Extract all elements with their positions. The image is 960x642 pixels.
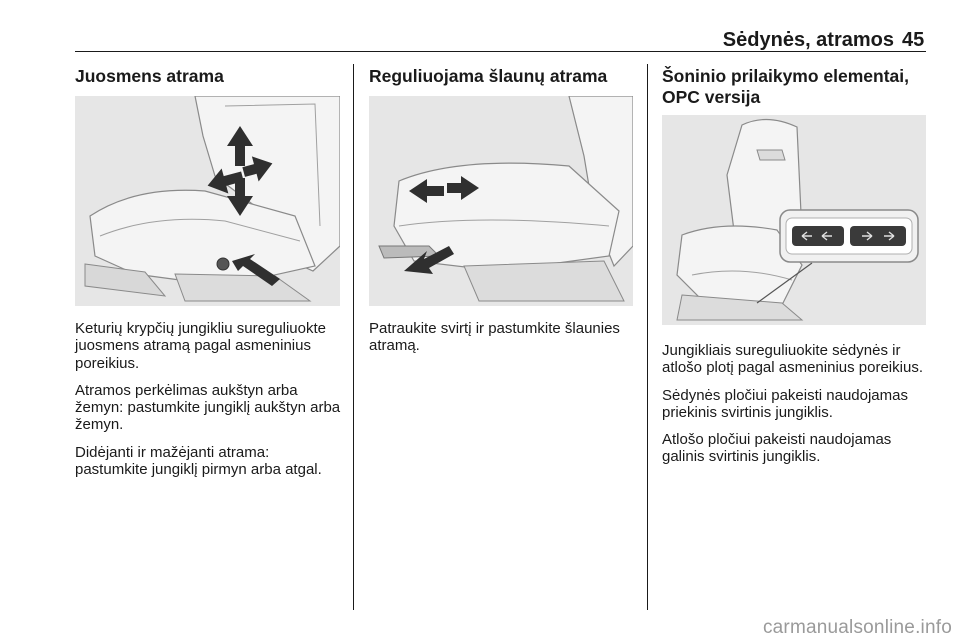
paragraph: Keturių krypčių jungikliu sureguliuokte juosmens atramą pagal asmeninius poreikius. [75, 320, 326, 372]
running-header-title: Sėdynės, atramos [722, 29, 894, 51]
paragraph: Patraukite svirtį ir pastumkite šlaunies atramą. [369, 320, 620, 355]
column-divider-2 [647, 64, 648, 610]
thigh-support-illustration [369, 96, 633, 306]
side-bolster-illustration [662, 115, 926, 325]
column1-text [75, 320, 345, 488]
header-rule [75, 51, 926, 52]
section-heading-thigh-support: Reguliuojama šlaunų atrama [369, 66, 608, 86]
column3-text [662, 342, 930, 476]
column2-text [369, 320, 635, 365]
column-divider-1 [353, 64, 354, 610]
section-heading-lumbar-support: Juosmens atrama [75, 66, 224, 86]
column-side-bolster [662, 66, 928, 108]
paragraph: Sėdynės pločiui pakeisti naudojamas priekinis svirtinis jungiklis. [662, 386, 908, 421]
paragraph: Atramos perkėlimas aukštyn arba žemyn: pastumkite jungiklį aukštyn arba žemyn. [75, 381, 341, 434]
watermark-text: carmanualsonline.info [762, 617, 952, 638]
paragraph: Atlošo pločiui pakeisti naudojamas galinis svirtinis jungiklis. [662, 431, 892, 466]
lumbar-support-illustration [75, 96, 340, 306]
page-number: 45 [902, 29, 925, 51]
paragraph: Didėjanti ir mažėjanti atrama: pastumkite jungiklį pirmyn arba atgal. [75, 443, 322, 479]
column-lumbar-support [75, 66, 343, 87]
section-heading-side-bolster-line1: Šoninio prilaikymo elementai, [662, 66, 910, 86]
section-heading-side-bolster-line2: OPC versija [662, 87, 761, 107]
column-thigh-support [369, 66, 633, 87]
paragraph: Jungikliais sureguliuokite sėdynės ir atlošo plotį pagal asmeninius poreikius. [662, 342, 923, 377]
